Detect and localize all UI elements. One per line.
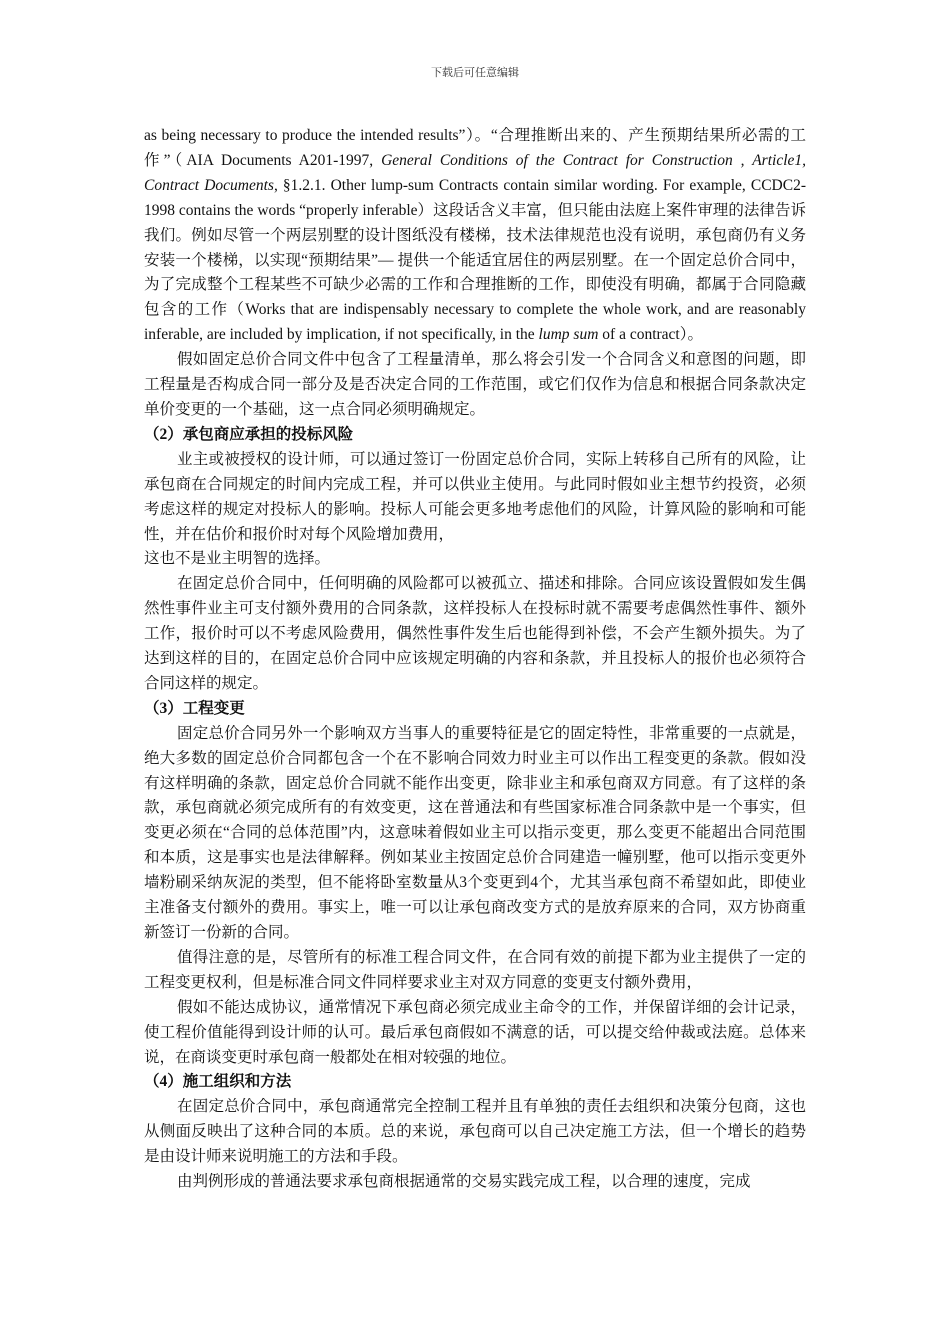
page-header: 下载后可任意编辑: [431, 66, 519, 79]
paragraph-5: 在固定总价合同中，任何明确的风险都可以被孤立、描述和排除。合同应该设置假如发生偶然性事件业主可支付额外费用的合同条款，这样投标人在投标时就不需要考虑偶然性事件、额外工作，报价时可以不考虑风险费用，偶然性事件发生后也能得到补偿，不会产生额外损失。为了达到这样的目的，在固定总价合同中应该规定明确的内容和条款，并且投标人的报价也必须符合合同这样的规定。: [144, 575, 806, 692]
paragraph-1-italic-b: lump sum: [538, 326, 599, 344]
paragraph-3: 业主或被授权的设计师，可以通过签订一份固定总价合同，实际上转移自己所有的风险，让承包商在合同规定的时间内完成工程，并可以供业主使用。与此同时假如业主想节约投资，必须考虑这样的规定对投标人的影响。投标人可能会更多地考虑他们的风险，计算风险的影响和可能性，并在估价和报价时对每个风险增加费用，: [144, 450, 806, 543]
section-heading-2: （2）承包商应承担的投标风险: [144, 425, 354, 443]
paragraph-1-italic-a: General Conditions of the Contract for Construction , Article1, Contract Documents: [144, 151, 807, 194]
paragraph-1: [144, 124, 806, 348]
paragraph-1-text-b: , §1.2.1. Other lump-sum Contracts contain similar wording. For example, CCDC2-1998 contains the words “properly inferable）这段话含义丰富，但只能由法庭上案件审理的法律告诉我们。例如尽管一个两层别墅的设计图纸没有楼梯，技术法律规范也没有说明，承包商仍有义务安装一个楼梯，以实现“预期结果”— 提供一个能适宜居住的两层别墅。在一个固定总价合同中，为了完成整个工程某些不可缺少必需的工作和合理推断的工作，即使没有明确，都属于合同隐藏包含的工作（Works that are indispensably necessary to complete the whole work, and are reasonably inferable, are included by implication, if not specifically, in the: [144, 176, 806, 344]
paragraph-8: 假如不能达成协议，通常情况下承包商必须完成业主命令的工作，并保留详细的会计记录，使工程价值能得到设计师的认可。最后承包商假如不满意的话，可以提交给仲裁或法庭。总体来说，在商谈变更时承包商一般都处在相对较强的地位。: [144, 998, 806, 1066]
section-heading-4: （4）施工组织和方法: [144, 1073, 292, 1091]
paragraph-2: 假如固定总价合同文件中包含了工程量清单，那么将会引发一个合同含义和意图的问题，即工程量是否构成合同一部分及是否决定合同的工作范围，或它们仅作为信息和根据合同条款决定单价变更的一个基础，这一点合同必须明确规定。: [144, 351, 806, 418]
document-body: [144, 124, 806, 1195]
paragraph-9: 在固定总价合同中，承包商通常完全控制工程并且有单独的责任去组织和决策分包商，这也从侧面反映出了这种合同的本质。总的来说，承包商可以自己决定施工方法，但一个增长的趋势是由设计师来说明施工的方法和手段。: [144, 1098, 806, 1166]
section-heading-3: （3）工程变更: [144, 699, 245, 717]
paragraph-1-text-a: as being necessary to produce the intended results”）。“合理推断出来的、产生预期结果所必需的工作”（AIA Documents A201-1997,: [144, 127, 806, 169]
paragraph-10: 由判例形成的普通法要求承包商根据通常的交易实践完成工程，以合理的速度，完成: [177, 1173, 751, 1191]
paragraph-4: 这也不是业主明智的选择。: [144, 550, 331, 568]
paragraph-1-text-c: of a contract）。: [598, 326, 703, 344]
paragraph-6: 固定总价合同另外一个影响双方当事人的重要特征是它的固定特性，非常重要的一点就是，绝大多数的固定总价合同都包含一个在不影响合同效力时业主可以作出工程变更的条款。假如没有这样明确的条款，固定总价合同就不能作出变更，除非业主和承包商双方同意。有了这样的条款，承包商就必须完成所有的有效变更，这在普通法和有些国家标准合同条款中是一个事实，但变更必须在“合同的总体范围”内，这意味着假如业主可以指示变更，那么变更不能超出合同范围和本质，这是事实也是法律解释。例如某业主按固定总价合同建造一幢别墅，他可以指示变更外墙粉刷采纳灰泥的类型，但不能将卧室数量从3个变更到4个，尤其当承包商不希望如此，即使业主准备支付额外的费用。事实上，唯一可以让承包商改变方式的是放弃原来的合同，双方协商重新签订一份新的合同。: [144, 724, 806, 941]
paragraph-7: 值得注意的是，尽管所有的标准工程合同文件，在合同有效的前提下都为业主提供了一定的工程变更权利，但是标准合同文件同样要求业主对双方同意的变更支付额外费用，: [144, 948, 806, 991]
